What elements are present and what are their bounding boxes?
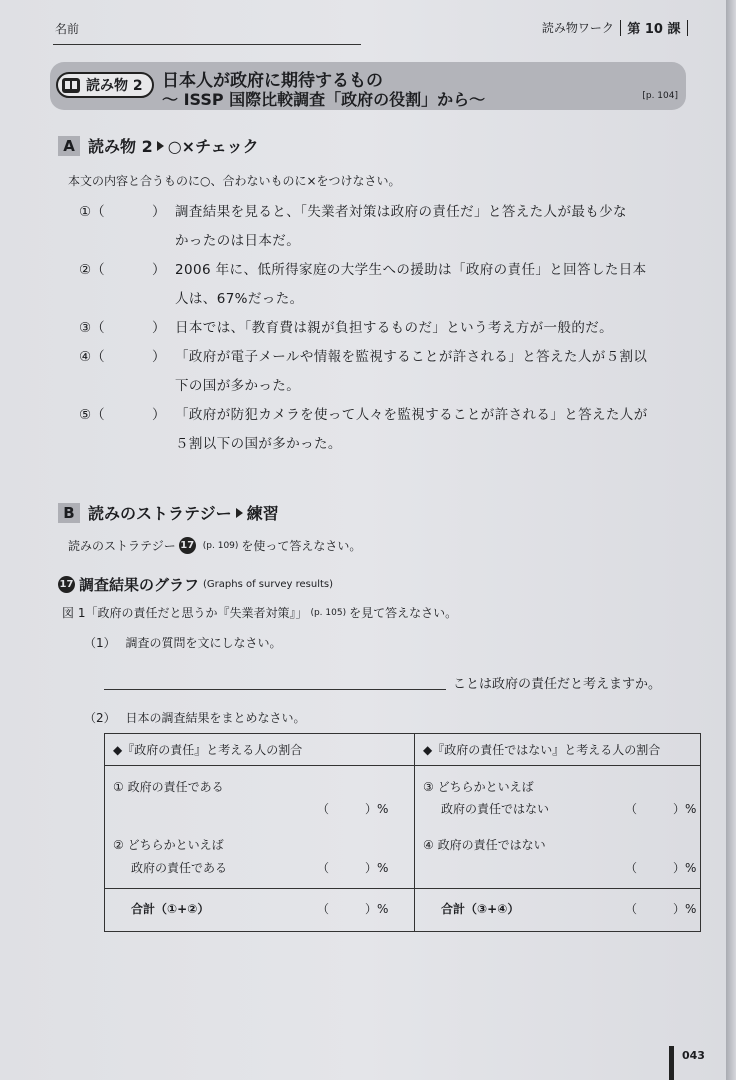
pct-blank[interactable]: （ ）%	[625, 902, 697, 916]
answer-blank-close: ）	[152, 262, 166, 278]
right-column-header: ◆『政府の責任ではない』と考える人の割合	[415, 734, 701, 766]
question-2	[84, 709, 305, 726]
question-item	[79, 256, 695, 314]
section-title-part2: ○×チェック	[167, 137, 259, 156]
section-title-part1: 読み物 2	[88, 137, 153, 156]
question-text-line1: 調査結果を見ると、「失業者対策は政府の責任だ」と答えた人が最も少な	[175, 204, 627, 220]
question-text-line2: 人は、67%だった。	[175, 291, 304, 307]
reading-badge	[56, 72, 154, 98]
right-item-1-line1: ③ どちらかといえば	[423, 780, 534, 794]
banner-page-ref: [p. 104]	[642, 91, 678, 101]
question-item	[79, 314, 695, 343]
question-2-label: （2）	[84, 711, 116, 725]
left-item-2-line2: 政府の責任である	[131, 861, 228, 875]
strategy-number-badge: 17	[58, 576, 75, 593]
question-text-line2: ５割以下の国が多かった。	[175, 436, 342, 452]
question-number: ④（	[79, 349, 105, 365]
instruction-pre: 読みのストラテジー	[68, 539, 176, 553]
answer-blank-close: ）	[152, 407, 166, 423]
left-item-2-line1: ② どちらかといえば	[113, 838, 224, 852]
section-letter: B	[58, 503, 80, 523]
question-item	[79, 401, 695, 459]
section-title-part2: 練習	[246, 504, 279, 523]
question-number: ②（	[79, 262, 105, 278]
strategy-title-en: (Graphs of survey results)	[203, 579, 334, 590]
section-b-heading	[58, 501, 279, 524]
right-total-cell	[415, 889, 701, 932]
triangle-right-icon	[157, 141, 164, 151]
reading-banner	[50, 62, 686, 110]
answer-blank-close: ）	[152, 204, 166, 220]
figure-instruction-pre: 図 1「政府の責任だと思うか『失業者対策』」	[62, 606, 308, 620]
question-number: ③（	[79, 320, 105, 336]
left-items-cell	[105, 766, 415, 889]
left-total-cell	[105, 889, 415, 932]
strategy-title: 調査結果のグラフ	[79, 576, 200, 594]
figure-instruction	[62, 604, 457, 621]
divider	[620, 20, 622, 36]
question-text-line1: 「政府が電子メールや情報を監視することが許される」と答えた人が５割以	[175, 349, 648, 365]
section-b-instruction	[68, 537, 361, 554]
question-item	[79, 343, 695, 401]
question-1	[84, 634, 281, 651]
left-column-header: ◆『政府の責任』と考える人の割合	[105, 734, 415, 766]
question-text-line1: 日本では、「教育費は親が負担するものだ」という考え方が一般的だ。	[175, 320, 614, 336]
header-right	[542, 18, 688, 37]
right-item-2: ④ 政府の責任ではない	[423, 838, 546, 852]
answer-blank-close: ）	[152, 349, 166, 365]
instruction-ref: (p. 109)	[202, 540, 239, 551]
right-items-cell	[415, 766, 701, 889]
figure-instruction-ref: (p. 105)	[310, 607, 347, 618]
name-underline	[53, 44, 361, 45]
section-a-heading	[58, 134, 259, 157]
right-item-1-line2: 政府の責任ではない	[441, 802, 550, 816]
question-number: ⑤（	[79, 407, 105, 423]
question-text-line2: かったのは日本だ。	[175, 233, 301, 249]
divider	[687, 20, 689, 36]
strategy-subheading	[58, 574, 333, 595]
left-total-label: 合計（①+②）	[131, 902, 210, 916]
instruction-post: を使って答えなさい。	[241, 539, 362, 553]
section-a-instruction: 本文の内容と合うものに○、合わないものに×をつけなさい。	[68, 174, 401, 188]
name-label: 名前	[55, 22, 80, 36]
section-letter: A	[58, 136, 80, 156]
strategy-number-badge: 17	[179, 537, 196, 554]
page-number: 043	[682, 1049, 705, 1062]
pct-blank[interactable]: （ ）%	[317, 802, 389, 816]
pct-blank[interactable]: （ ）%	[625, 861, 697, 875]
banner-title: 日本人が政府に期待するもの	[162, 71, 383, 91]
question-text-line1: 2006 年に、低所得家庭の大学生への援助は「政府の責任」と回答した日本	[175, 262, 647, 278]
answer-line[interactable]	[104, 689, 446, 690]
results-table	[104, 733, 701, 932]
section-title-part1: 読みのストラテジー	[88, 504, 232, 523]
triangle-right-icon	[236, 508, 243, 518]
question-1-suffix: ことは政府の責任だと考えますか。	[453, 677, 662, 692]
lesson-label: 第 10 課	[627, 22, 681, 37]
question-list	[79, 198, 695, 459]
pct-blank[interactable]: （ ）%	[317, 902, 389, 916]
question-text-line2: 下の国が多かった。	[175, 378, 301, 394]
left-item-1: ① 政府の責任である	[113, 780, 224, 794]
question-1-text: 調査の質問を文にしなさい。	[125, 636, 282, 650]
answer-blank-close: ）	[152, 320, 166, 336]
question-number: ①（	[79, 204, 105, 220]
workbook-label: 読み物ワーク	[541, 21, 614, 35]
question-text-line1: 「政府が防犯カメラを使って人々を監視することが許される」と答えた人が	[175, 407, 648, 423]
page-edge-bar	[669, 1046, 674, 1080]
question-item	[79, 198, 695, 256]
banner-subtitle: ～ ISSP 国際比較調査「政府の役割」から～	[162, 90, 486, 109]
pct-blank[interactable]: （ ）%	[317, 861, 389, 875]
figure-instruction-post: を見て答えなさい。	[349, 606, 458, 620]
book-icon	[62, 78, 80, 93]
question-1-label: （1）	[84, 636, 116, 650]
pct-blank[interactable]: （ ）%	[625, 802, 697, 816]
question-2-text: 日本の調査結果をまとめなさい。	[125, 711, 306, 725]
badge-label: 読み物 2	[86, 78, 143, 94]
right-total-label: 合計（③+④）	[441, 902, 520, 916]
